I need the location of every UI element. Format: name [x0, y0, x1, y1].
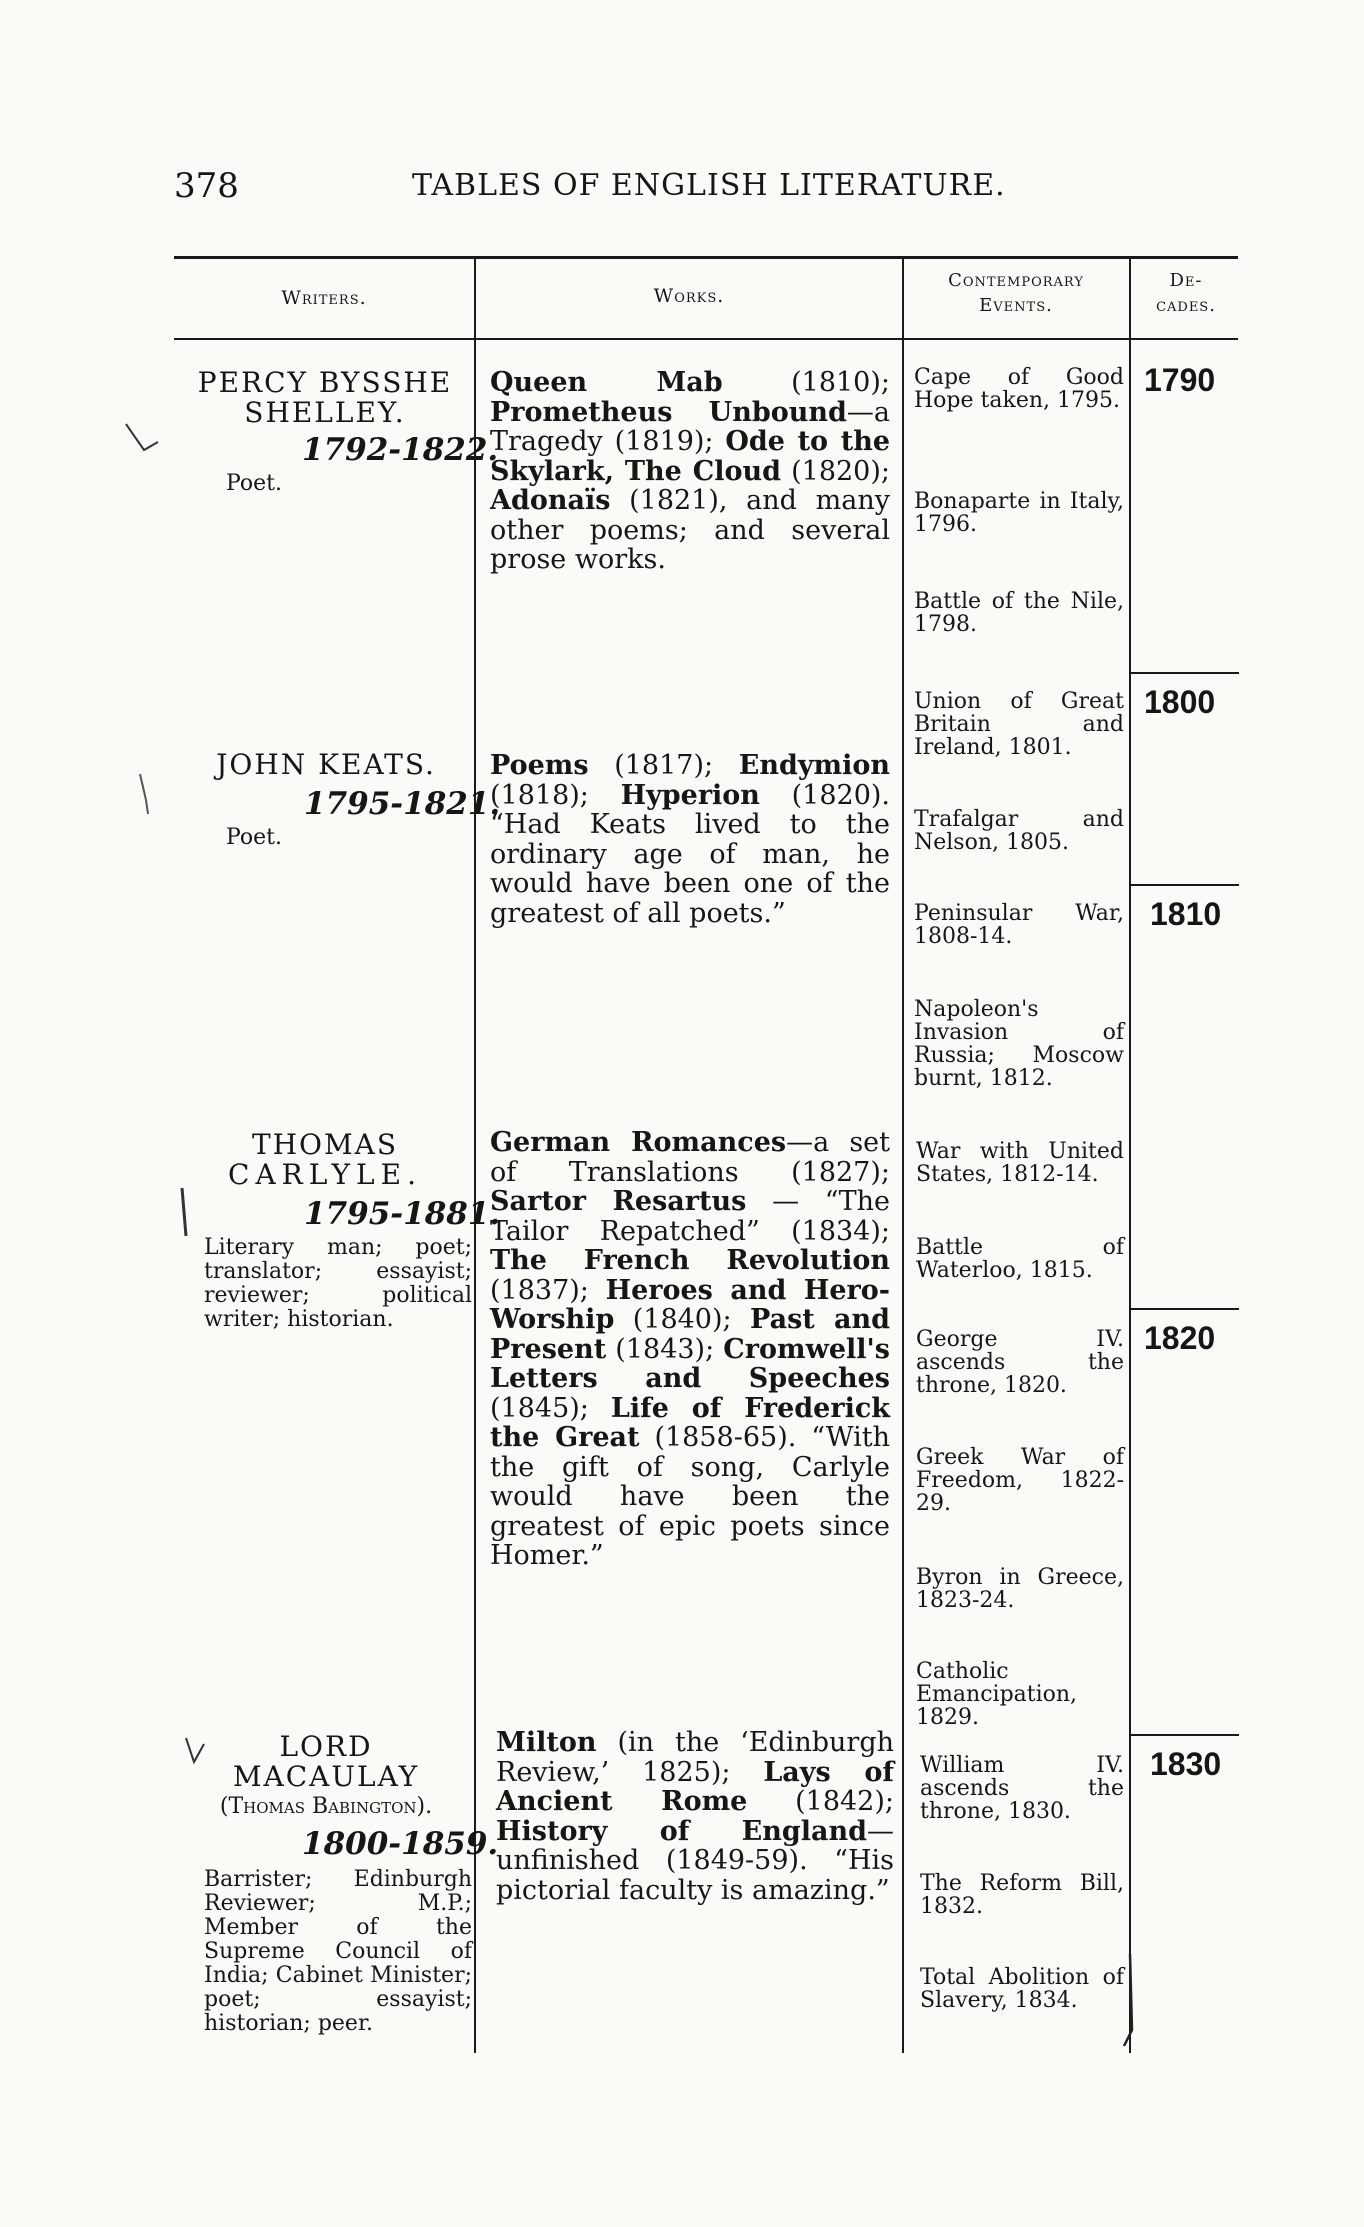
- event-abolition-slavery: Total Abolition of Slavery, 1834.: [920, 1965, 1124, 2013]
- event-union-ireland: Union of Great Britain and Ireland, 1801.: [914, 689, 1124, 760]
- event-trafalgar: Trafalgar and Nelson, 1805.: [914, 807, 1124, 855]
- decade-1820: 1820: [1144, 1320, 1216, 1356]
- event-william-iv: William IV. ascends the throne, 1830.: [920, 1753, 1124, 1824]
- decade-1800: 1800: [1144, 684, 1216, 720]
- margin-mark-macaulay: [184, 1734, 208, 1774]
- writer-shelley-dates: 1792-1822.: [302, 432, 499, 468]
- header-bottom-rule: [174, 338, 1238, 340]
- decade-1830: 1830: [1150, 1746, 1222, 1782]
- writer-macaulay-name: LORD MACAULAY (Thomas Babington).: [219, 1730, 433, 1819]
- writer-carlyle-name: THOMAS CARLYLE.: [228, 1128, 422, 1191]
- event-byron-greece: Byron in Greece, 1823-24.: [916, 1565, 1124, 1613]
- writer-carlyle-role: Literary man; poet; translator; essayist; reviewer; political writer; historian.: [204, 1235, 472, 1332]
- works-carlyle: German Romances—a set of Translations (1827); Sartor Resartus — “The Tailor Repatched” (1834); The French Revolution (1837); Heroes and Hero-Worship (1840); Past and Present (1843); Cromwell's Letters and Speeches (1845); Life of Frederick the Great (1858-65). “With the gift of song, Carlyle would have been the greatest of epic poets since Homer.”: [490, 1127, 891, 1571]
- event-bonaparte-italy: Bonaparte in Italy, 1796.: [914, 489, 1124, 537]
- writer-keats-dates: 1795-1821.: [304, 786, 501, 822]
- bracket-mark-end: [1120, 1950, 1140, 2050]
- column-header-events: Contemporary Events.: [948, 270, 1084, 316]
- column-header-works: Works.: [653, 285, 725, 307]
- writer-shelley-role: Poet.: [226, 471, 283, 496]
- margin-mark-carlyle: [178, 1186, 194, 1242]
- writer-macaulay-role: Barrister; Edinburgh Reviewer; M.P.; Member of the Supreme Council of India; Cabinet Minister; poet; essayist; historian; peer.: [204, 1867, 472, 2036]
- event-reform-bill: The Reform Bill, 1832.: [920, 1871, 1124, 1919]
- event-cape-good-hope: Cape of Good Hope taken, 1795.: [914, 365, 1124, 413]
- margin-mark-shelley: [122, 420, 166, 470]
- decade-rule-1810: [1131, 884, 1239, 886]
- decade-1790: 1790: [1144, 362, 1216, 398]
- decade-rule-1830: [1131, 1734, 1239, 1736]
- event-george-iv: George IV. ascends the throne, 1820.: [916, 1327, 1124, 1398]
- works-keats: Poems (1817); Endymion (1818); Hyperion (1820). “Had Keats lived to the ordinary age of man, he would have been one of the greatest of all poets.”: [490, 750, 890, 929]
- event-greek-war: Greek War of Freedom, 1822-29.: [916, 1445, 1124, 1516]
- col-divider-3: [1129, 258, 1131, 2053]
- writer-carlyle-dates: 1795-1881.: [304, 1196, 501, 1232]
- writer-keats-name: JOHN KEATS.: [216, 748, 436, 781]
- column-header-decades: De- cades.: [1156, 270, 1216, 316]
- writer-keats-role: Poet.: [226, 825, 283, 850]
- event-catholic-emancipation: Catholic Emancipation, 1829.: [916, 1659, 1078, 1730]
- event-napoleon-russia: Napoleon's Invasion of Russia; Moscow burnt, 1812.: [914, 997, 1124, 1091]
- decade-rule-1800: [1131, 672, 1239, 674]
- writer-macaulay-dates: 1800-1859.: [302, 1826, 499, 1862]
- event-peninsular-war: Peninsular War, 1808-14.: [914, 901, 1124, 949]
- decade-1810: 1810: [1150, 896, 1222, 932]
- col-divider-2: [902, 258, 904, 2053]
- writer-shelley-name: PERCY BYSSHE SHELLEY.: [197, 366, 453, 429]
- event-battle-nile: Battle of the Nile, 1798.: [914, 589, 1124, 637]
- table-top-rule: [174, 256, 1238, 259]
- works-shelley: Queen Mab (1810); Prometheus Unbound—a Tragedy (1819); Ode to the Skylark, The Cloud (1820); Adonaïs (1821), and many other poems; and several prose works.: [490, 367, 890, 575]
- page-number: 378: [174, 166, 239, 206]
- event-waterloo: Battle of Waterloo, 1815.: [916, 1235, 1124, 1283]
- decade-rule-1820: [1131, 1308, 1239, 1310]
- works-macaulay: Milton (in the ‘Edinburgh Review,’ 1825); Lays of Ancient Rome (1842); History of England—unfinished (1849-59). “His pictorial faculty is amazing.”: [496, 1727, 894, 1906]
- margin-mark-keats: [136, 770, 156, 820]
- page-title: TABLES OF ENGLISH LITERATURE.: [412, 168, 1006, 203]
- column-header-writers: Writers.: [281, 287, 367, 309]
- event-war-united-states: War with United States, 1812-14.: [916, 1139, 1124, 1187]
